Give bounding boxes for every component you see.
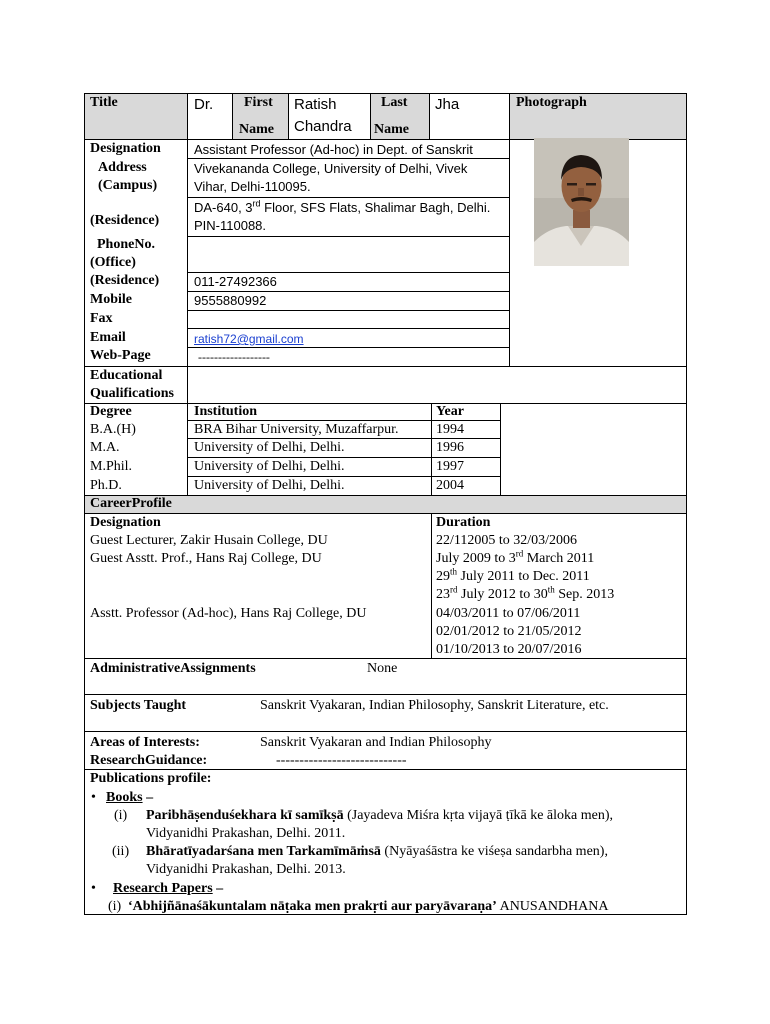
last-name-value: Jha: [435, 96, 460, 113]
last-name-label: Name: [374, 122, 409, 137]
guidance-label: ResearchGuidance:: [90, 753, 208, 768]
education-institution: BRA Bihar University, Muzaffarpur.: [194, 422, 399, 437]
first-name-label: Name: [239, 122, 274, 137]
campus-label: (Campus): [98, 178, 158, 193]
career-duration: 02/01/2012 to 21/05/2012: [436, 624, 582, 639]
career-duration: 22/112005 to 32/03/2006: [436, 533, 578, 548]
profile-photo-portrait: [534, 138, 629, 266]
first-name-value: Chandra: [294, 118, 352, 135]
education-degree: B.A.(H): [90, 422, 136, 437]
education-degree: M.Phil.: [90, 459, 133, 474]
email-link[interactable]: ratish72@gmail.com: [194, 332, 304, 346]
rule: [84, 495, 687, 496]
rule: [431, 513, 432, 659]
education-year: 1997: [436, 459, 464, 474]
rule: [431, 403, 432, 496]
rule: [84, 658, 687, 659]
education-year: 2004: [436, 478, 464, 493]
subjects-value: Sanskrit Vyakaran, Indian Philosophy, Sanskrit Literature, etc.: [260, 698, 609, 713]
career-duration: 29th July 2011 to Dec. 2011: [436, 566, 590, 584]
rule: [84, 366, 687, 367]
education-degree: Ph.D.: [90, 478, 122, 493]
designation-label: Designation: [90, 141, 161, 156]
publications-label: Publications profile:: [90, 771, 212, 786]
rule: [288, 93, 289, 140]
paper-citation: ‘Abhijñānaśākuntalam nāṭaka men prakṛti aur paryāvaraṇa’ ANUSANDHANA: [128, 899, 609, 914]
book-number: (i): [114, 808, 128, 823]
degree-header: Degree: [90, 404, 132, 419]
education-institution: University of Delhi, Delhi.: [194, 440, 345, 455]
interests-label: Areas of Interests:: [90, 735, 200, 750]
rule: [84, 93, 85, 915]
admin-value: None: [367, 661, 398, 676]
phone-residence-value: 011-27492366: [194, 274, 277, 289]
photograph-label: Photograph: [516, 95, 587, 110]
email-label: Email: [90, 330, 126, 345]
career-duration: July 2009 to 3rd March 2011: [436, 548, 595, 566]
rule: [84, 731, 687, 732]
career-designation: Guest Asstt. Prof., Hans Raj College, DU: [90, 551, 322, 566]
first-name-value: Ratish: [294, 96, 337, 113]
title-value: Dr.: [194, 96, 214, 113]
rule: [187, 310, 509, 311]
rule: [370, 93, 371, 140]
rule: [187, 236, 509, 237]
first-name-label: First: [244, 95, 273, 110]
rule: [84, 513, 687, 514]
admin-label: AdministrativeAssignments: [90, 661, 256, 676]
papers-bullet: •: [91, 881, 96, 896]
campus-address-line: Vivekananda College, University of Delhi, Vivek: [194, 161, 468, 176]
rule: [187, 93, 188, 496]
career-shade: [84, 495, 686, 513]
rule: [187, 197, 509, 198]
books-heading: Books –: [106, 790, 154, 805]
career-designation: Guest Lecturer, Zakir Husain College, DU: [90, 533, 328, 548]
webpage-label: Web-Page: [90, 348, 151, 363]
webpage-value: ------------------: [198, 350, 270, 364]
career-section-label: CareerProfile: [90, 496, 172, 511]
book-citation: Paribhāṣenduśekhara kī samīkṣā (Jayadeva Miśra kṛta vijayā ṭīkā ke āloka men),: [146, 808, 613, 823]
interests-value: Sanskrit Vyakaran and Indian Philosophy: [260, 735, 492, 750]
designation-value: Assistant Professor (Ad-hoc) in Dept. of Sanskrit: [194, 142, 473, 157]
career-duration: 01/10/2013 to 20/07/2016: [436, 642, 582, 657]
fax-label: Fax: [90, 311, 113, 326]
education-year: 1996: [436, 440, 464, 455]
book-publisher: Vidyanidhi Prakashan, Delhi. 2011.: [146, 826, 346, 841]
education-degree: M.A.: [90, 440, 120, 455]
rule: [84, 694, 687, 695]
rule: [686, 93, 687, 915]
paper-number: (i): [108, 899, 122, 914]
mobile-label: Mobile: [90, 292, 132, 307]
education-section-label: Qualifications: [90, 386, 175, 401]
career-duration-header: Duration: [436, 515, 491, 530]
book-publisher: Vidyanidhi Prakashan, Delhi. 2013.: [146, 862, 346, 877]
rule: [500, 403, 501, 496]
mobile-value: 9555880992: [194, 293, 267, 308]
career-duration: 23rd July 2012 to 30th Sep. 2013: [436, 584, 615, 602]
rule: [429, 93, 430, 140]
subjects-label: Subjects Taught: [90, 698, 187, 713]
papers-heading: Research Papers –: [113, 881, 224, 896]
title-label: Title: [90, 95, 118, 110]
residence-address-line: PIN-110088.: [194, 218, 267, 233]
education-year: 1994: [436, 422, 464, 437]
residence-address-line: DA-640, 3rd Floor, SFS Flats, Shalimar Bagh, Delhi.: [194, 198, 491, 215]
education-institution: University of Delhi, Delhi.: [194, 459, 345, 474]
education-institution: University of Delhi, Delhi.: [194, 478, 345, 493]
phone-residence-label: (Residence): [90, 273, 160, 288]
education-section-label: Educational: [90, 368, 163, 383]
last-name-label: Last: [381, 95, 408, 110]
campus-address-line: Vihar, Delhi-110095.: [194, 179, 311, 194]
book-citation: Bhāratīyadarśana men Tarkamīmāṁsā (Nyāyaśāstra ke viśeṣa sandarbha men),: [146, 844, 608, 859]
career-designation: Asstt. Professor (Ad-hoc), Hans Raj College, DU: [90, 606, 367, 621]
rule: [232, 93, 233, 140]
book-number: (ii): [112, 844, 130, 859]
institution-header: Institution: [194, 404, 258, 419]
rule: [509, 93, 510, 367]
office-label: (Office): [90, 255, 136, 270]
career-duration: 04/03/2011 to 07/06/2011: [436, 606, 581, 621]
books-bullet: •: [91, 790, 96, 805]
profile-photo: [534, 138, 629, 266]
residence-label: (Residence): [90, 213, 160, 228]
career-designation-header: Designation: [90, 515, 161, 530]
guidance-value: ----------------------------: [276, 753, 407, 768]
year-header: Year: [436, 404, 464, 419]
rule: [187, 328, 509, 329]
phone-label: PhoneNo.: [97, 237, 155, 252]
address-label: Address: [98, 160, 147, 175]
rule: [84, 403, 687, 404]
